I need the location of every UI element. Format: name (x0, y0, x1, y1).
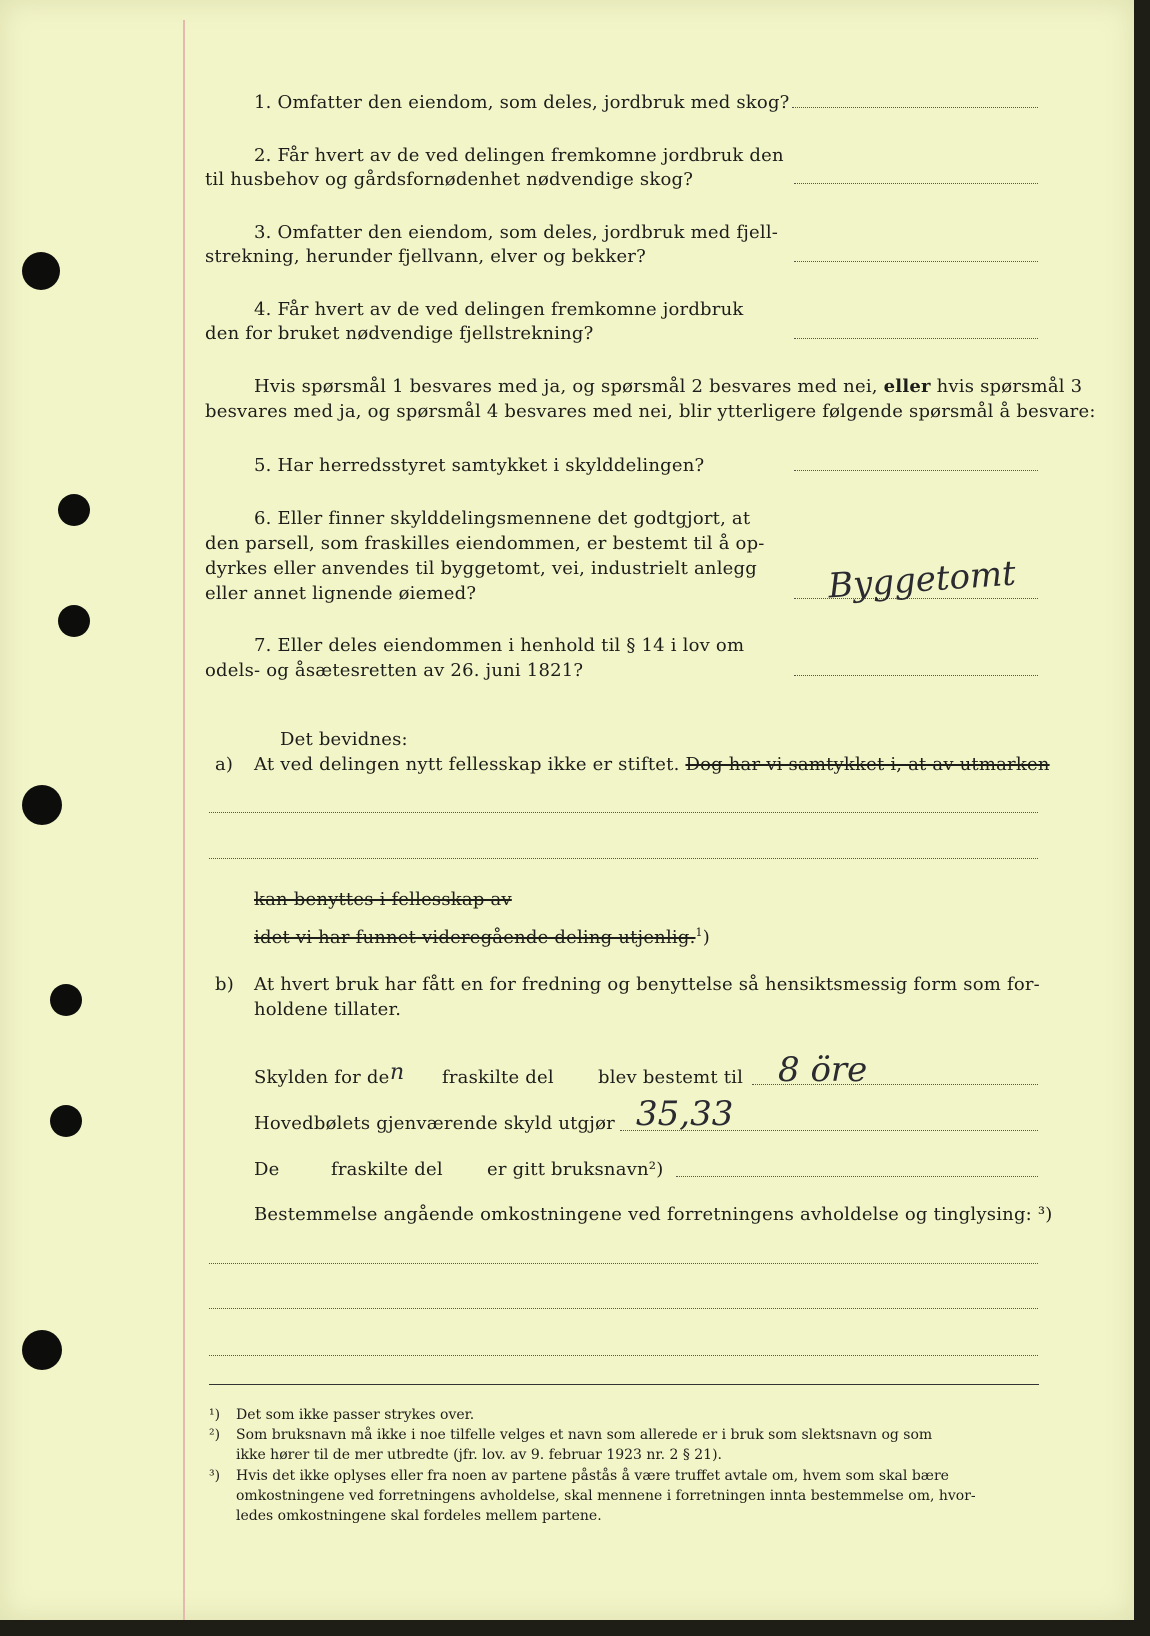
question-6-line1: 6. Eller finner skylddelingsmennene det godtgjort, at (254, 508, 751, 529)
question-5: 5. Har herredsstyret samtykket i skylddelingen? (254, 455, 705, 476)
de-label: De (254, 1159, 280, 1180)
declaration-a-struck: Dog har vi samtykket i, at av utmarken (685, 754, 1050, 775)
declaration-a-label: a) (215, 754, 234, 775)
question-7-line1: 7. Eller deles eiendommen i henhold til § 14 i lov om (254, 635, 745, 656)
footnote-ref-1: 1 (695, 926, 703, 939)
margin-line (183, 20, 185, 1620)
footnote-3-number: ³) (209, 1468, 221, 1484)
blank-line-4[interactable] (209, 1308, 1038, 1309)
footnote-3-line3: ledes omkostningene skal fordeles mellem partene. (236, 1508, 602, 1524)
footnote-3-line2: omkostningene ved forretningens avholdelse, skal mennene i forretningen innta bestemmelse om, hvor- (236, 1488, 976, 1504)
answer-field-7[interactable] (794, 675, 1038, 676)
answer-field-3[interactable] (794, 261, 1038, 262)
footnote-2-line1: Som bruksnavn må ikke i noe tilfelle velges et navn som allerede er i bruk som slektsnavn og som (236, 1427, 933, 1443)
question-3-line2: strekning, herunder fjellvann, elver og bekker? (205, 246, 646, 267)
condition-emphasis: eller (883, 376, 931, 397)
declaration-intro: Det bevidnes: (280, 729, 408, 750)
bruksnavn-field[interactable] (676, 1176, 1038, 1177)
answer-field-4[interactable] (794, 338, 1038, 339)
de-label-c: er gitt bruksnavn²) (487, 1159, 664, 1180)
handwritten-answer-6: Byggetomt (826, 553, 1018, 607)
de-label-b: fraskilte del (331, 1159, 443, 1180)
question-7-line2: odels- og åsætesretten av 26. juni 1821? (205, 660, 584, 681)
blank-line-1[interactable] (209, 812, 1038, 813)
punch-hole (22, 785, 62, 825)
declaration-b-line1: At hvert bruk har fått en for fredning og benyttelse så hensiktsmessig form som for- (254, 974, 1040, 995)
skyld-label-c: blev bestemt til (598, 1067, 744, 1088)
bestemmelse-label: Bestemmelse angående omkostningene ved forretningens avholdelse og tinglysing: ³) (254, 1204, 1053, 1225)
punch-hole (22, 1330, 62, 1370)
blank-line-3[interactable] (209, 1263, 1038, 1264)
question-6-line4: eller annet lignende øiemed? (205, 583, 477, 604)
declaration-b-label: b) (215, 974, 234, 995)
footnote-rule (209, 1384, 1039, 1385)
answer-field-5[interactable] (794, 470, 1038, 471)
question-4-line1: 4. Får hvert av de ved delingen fremkomne jordbruk (254, 299, 744, 320)
punch-hole (50, 984, 82, 1016)
blank-line-5[interactable] (209, 1355, 1038, 1356)
footnote-3-line1: Hvis det ikke oplyses eller fra noen av partene påstås å være truffet avtale om, hvem som skal bære (236, 1468, 949, 1484)
declaration-b-line2: holdene tillater. (254, 999, 402, 1020)
punch-hole (58, 605, 90, 637)
condition-text-b: hvis spørsmål 3 (936, 376, 1083, 397)
question-6-line2: den parsell, som fraskilles eiendommen, er bestemt til å op- (205, 533, 765, 554)
skyld-label-a: Skylden for de (254, 1067, 390, 1088)
struck-line-2-close: ) (702, 927, 710, 948)
question-1: 1. Omfatter den eiendom, som deles, jordbruk med skog? (254, 92, 790, 113)
condition-line1 (254, 375, 1082, 399)
handwritten-hoved-value: 35,33 (636, 1094, 734, 1134)
declaration-a-text: At ved delingen nytt fellesskap ikke er stiftet. (254, 754, 680, 775)
footnote-1: Det som ikke passer strykes over. (236, 1407, 475, 1423)
condition-line2: besvares med ja, og spørsmål 4 besvares med nei, blir ytterligere følgende spørsmål å besvare: (205, 401, 1096, 422)
declaration-a-line (254, 753, 1050, 777)
question-6-line3: dyrkes eller anvendes til byggetomt, vei, industrielt anlegg (205, 558, 757, 579)
struck-line-2 (254, 921, 710, 950)
question-3-line1: 3. Omfatter den eiendom, som deles, jordbruk med fjell- (254, 222, 779, 243)
punch-hole (50, 1105, 82, 1137)
answer-field-1[interactable] (792, 107, 1038, 108)
hoved-label: Hovedbølets gjenværende skyld utgjør (254, 1113, 615, 1134)
handwritten-skyld-value: 8 öre (778, 1050, 868, 1090)
blank-line-2[interactable] (209, 858, 1038, 859)
handwritten-den: n (390, 1060, 405, 1085)
footnote-1-number: ¹) (209, 1407, 221, 1423)
struck-line-1: kan benyttes i fellesskap av (254, 889, 512, 910)
footnote-2-number: ²) (209, 1427, 221, 1443)
condition-text-a: Hvis spørsmål 1 besvares med ja, og spørsmål 2 besvares med nei, (254, 376, 878, 397)
question-2-line2: til husbehov og gårdsfornødenhet nødvendige skog? (205, 169, 694, 190)
question-2-line1: 2. Får hvert av de ved delingen fremkomne jordbruk den (254, 145, 784, 166)
struck-line-2-text: idet vi har funnet videregående deling utjenlig. (254, 927, 696, 948)
footnote-2-line2: ikke hører til de mer utbredte (jfr. lov. av 9. februar 1923 nr. 2 § 21). (236, 1447, 723, 1463)
question-4-line2: den for bruket nødvendige fjellstrekning? (205, 323, 594, 344)
punch-hole (58, 494, 90, 526)
answer-field-2[interactable] (794, 183, 1038, 184)
skyld-label-b: fraskilte del (442, 1067, 554, 1088)
punch-hole (22, 252, 60, 290)
